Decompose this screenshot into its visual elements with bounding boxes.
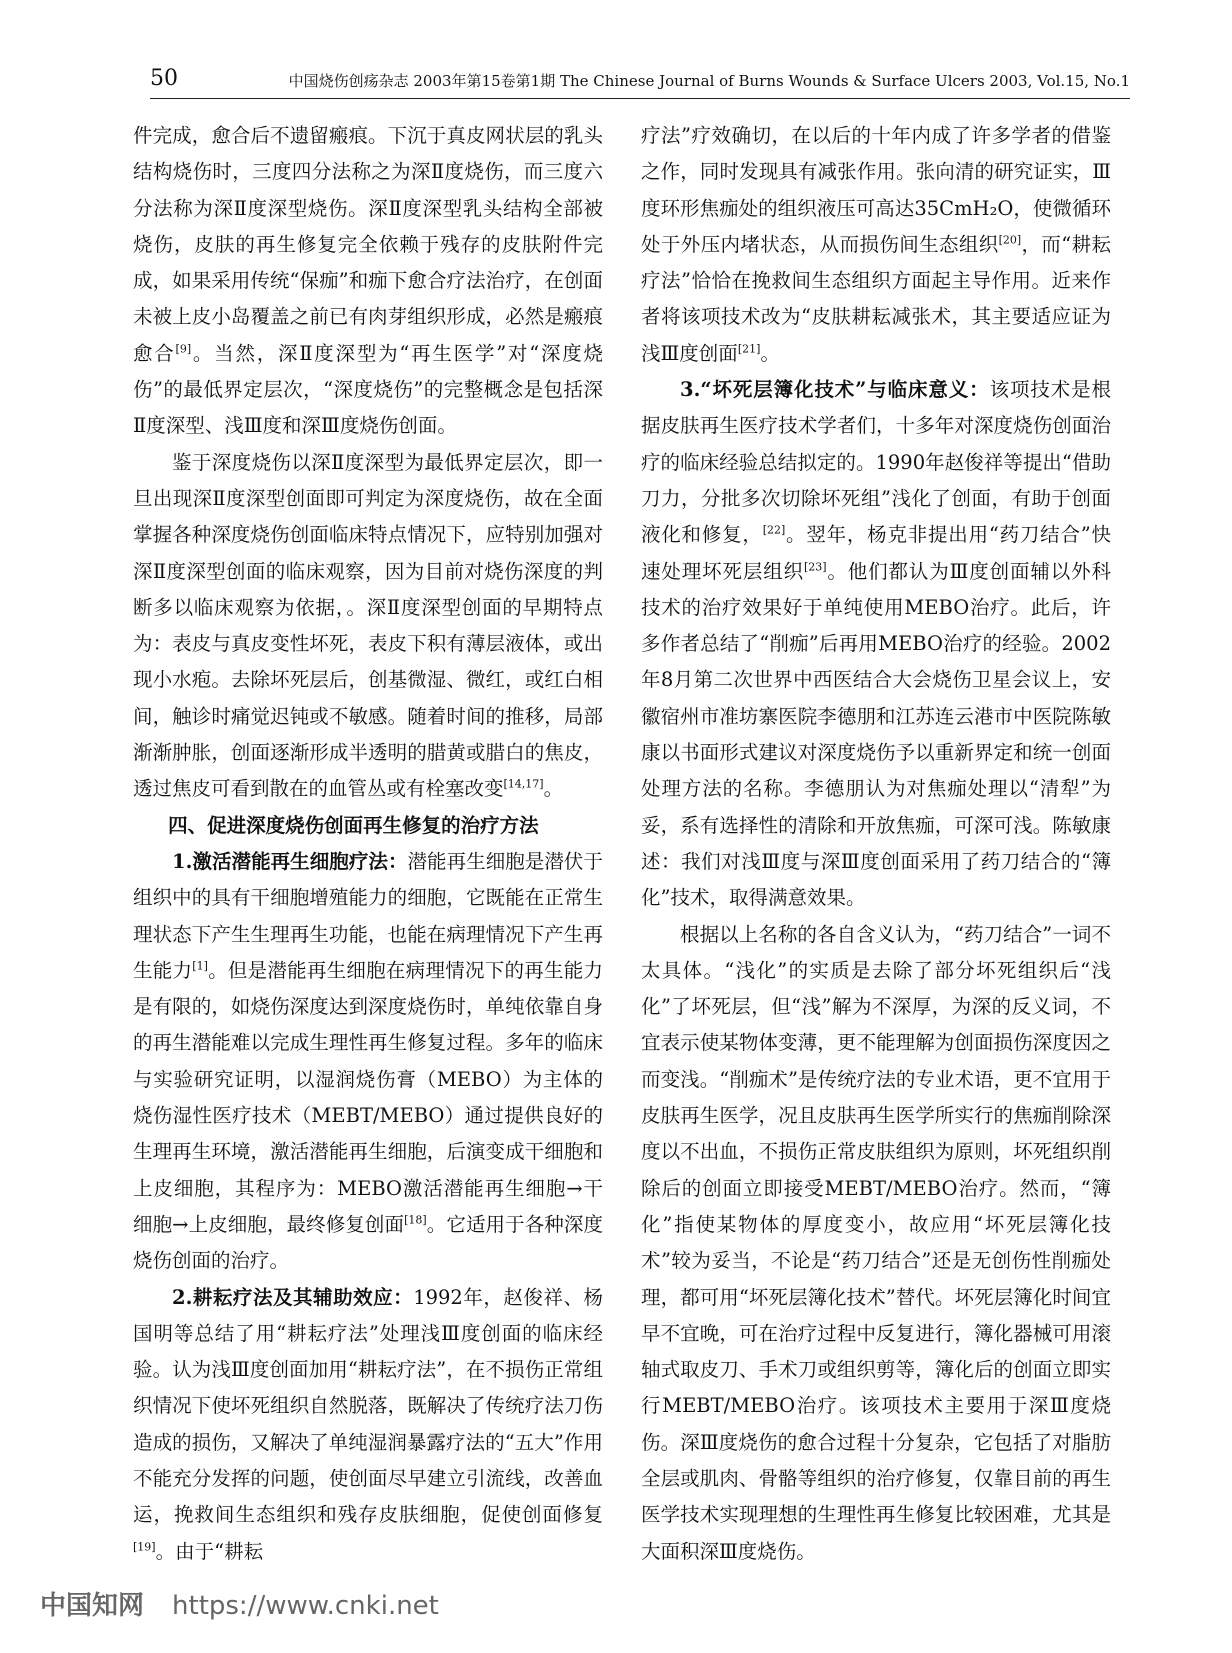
citation-ref: [21] (737, 342, 761, 356)
cnki-logo-text: 中国知网 (40, 1591, 145, 1621)
cnki-link[interactable]: https://www.cnki.net (172, 1591, 439, 1621)
citation-ref: [18] (404, 1213, 427, 1227)
citation-ref: [22] (762, 523, 786, 537)
paragraph: 疗法”疗效确切，在以后的十年内成了许多学者的借鉴之作，同时发现具有减张作用。张向清的研究证实，Ⅲ度环形焦痂处的组织液压可高达35CmH₂O，使微循环处于外压内堵状态，从而损伤间生态组织[20]，而“耕耘疗法”恰恰在挽救间生态组织方面起主导作用。近来作者将该项技术改为“皮肤耕耘减张术，其主要适应证为浅Ⅲ度创面[21]。 (641, 124, 1111, 365)
subsection-lead: 2.耕耘疗法及其辅助效应： (172, 1285, 414, 1309)
section-heading: 四、促进深度烧伤创面再生修复的治疗方法 (168, 813, 539, 837)
paragraph: 1.激活潜能再生细胞疗法：潜能再生细胞是潜伏于组织中的具有干细胞增殖能力的细胞，它既能在正常生理状态下产生生理再生功能，也能在病理情况下产生再生能力[1]。但是潜能再生细胞在病理情况下的再生能力是有限的，如烧伤深度达到深度烧伤时，单纯依靠自身的再生潜能难以完成生理性再生修复过程。多年的临床与实验研究证明，以湿润烧伤膏（MEBO）为主体的烧伤湿性医疗技术（MEBT/MEBO）通过提供良好的生理再生环境，激活潜能再生细胞，后演变成干细胞和上皮细胞，其程序为：MEBO激活潜能再生细胞→干细胞→上皮细胞，最终修复创面[18]。它适用于各种深度烧伤创面的治疗。 (133, 849, 603, 1273)
watermark-footer (40, 1585, 439, 1622)
running-header (150, 64, 1130, 99)
citation-ref: [1] (192, 959, 208, 973)
journal-citation: 中国烧伤创疡杂志 2003年第15卷第1期 The Chinese Journal of Burns Wounds & Surface Ulcers 2003, Vol.15, No.1 (288, 72, 1130, 90)
paragraph: 件完成，愈合后不遗留瘢痕。下沉于真皮网状层的乳头结构烧伤时，三度四分法称之为深Ⅱ度烧伤，而三度六分法称为深Ⅱ度深型烧伤。深Ⅱ度深型乳头结构全部被烧伤，皮肤的再生修复完全依赖于残存的皮肤附件完成，如果采用传统“保痂”和痂下愈合疗法治疗，在创面未被上皮小岛覆盖之前已有肉芽组织形成，必然是瘢痕愈合[9]。当然，深Ⅱ度深型为“再生医学”对“深度烧伤”的最低界定层次，“深度烧伤”的完整概念是包括深Ⅱ度深型、浅Ⅲ度和深Ⅲ度烧伤创面。 (133, 124, 603, 438)
paragraph: 2.耕耘疗法及其辅助效应：1992年，赵俊祥、杨国明等总结了用“耕耘疗法”处理浅Ⅲ度创面的临床经验。认为浅Ⅲ度创面加用“耕耘疗法”，在不损伤正常组织情况下使坏死组织自然脱落，既解决了传统疗法刀伤造成的损伤，又解决了单纯湿润暴露疗法的“五大”作用不能充分发挥的问题，使创面尽早建立引流线，改善血运，挽救间生态组织和残存皮肤细胞，促使创面修复[19]。由于“耕耘 (133, 1285, 603, 1563)
citation-ref: [20] (998, 233, 1022, 247)
paragraph: 鉴于深度烧伤以深Ⅱ度深型为最低界定层次，即一旦出现深Ⅱ度深型创面即可判定为深度烧伤，故在全面掌握各种深度烧伤创面临床特点情况下，应特别加强对深Ⅱ度深型创面的临床观察，因为目前对烧伤深度的判断多以临床观察为依据，。深Ⅱ度深型创面的早期特点为：表皮与真皮变性坏死，表皮下积有薄层液体，或出现小水疱。去除坏死层后，创基微湿、微红，或红白相间，触诊时痛觉迟钝或不敏感。随着时间的推移，局部渐渐肿胀，创面逐渐形成半透明的腊黄或腊白的焦皮，透过焦皮可看到散在的血管丛或有栓塞改变[14,17]。 (133, 450, 603, 801)
paragraph: 3.“坏死层簿化技术”与临床意义：该项技术是根据皮肤再生医疗技术学者们，十多年对深度烧伤创面治疗的临床经验总结拟定的。1990年赵俊祥等提出“借助刀力，分批多次切除坏死组”浅化了创面，有助于创面液化和修复，[22]。翌年，杨克非提出用“药刀结合”快速处理坏死层组织[23]。他们都认为Ⅲ度创面辅以外科技术的治疗效果好于单纯使用MEBO治疗。此后，许多作者总结了“削痂”后再用MEBO治疗的经验。2002年8月第二次世界中西医结合大会烧伤卫星会议上，安徽宿州市准坊寨医院李德朋和江苏连云港市中医院陈敏康以书面形式建议对深度烧伤予以重新界定和统一创面处理方法的名称。李德朋认为对焦痂处理以“清犁”为妥，系有选择性的清除和开放焦痂，可深可浅。陈敏康述：我们对浅Ⅲ度与深Ⅲ度创面采用了药刀结合的“簿化”技术，取得满意效果。 (641, 378, 1111, 910)
paragraph: 根据以上名称的各自含义认为，“药刀结合”一词不太具体。“浅化”的实质是去除了部分坏死组织后“浅化”了坏死层，但“浅”解为不深厚，为深的反义词，不宜表示使某物体变薄，更不能理解为创面损伤深度因之而变浅。“削痂术”是传统疗法的专业术语，更不宜用于皮肤再生医学，况且皮肤再生医学所实行的焦痂削除深度以不出血，不损伤正常皮肤组织为原则，坏死组织削除后的创面立即接受MEBT/MEBO治疗。然而，“簿化”指使某物体的厚度变小，故应用“坏死层簿化技术”较为妥当，不论是“药刀结合”还是无创伤性削痂处理，都可用“坏死层簿化技术”替代。坏死层簿化时间宜早不宜晚，可在治疗过程中反复进行，簿化器械可用滚轴式取皮刀、手术刀或组织剪等，簿化后的创面立即实行MEBT/MEBO治疗。该项技术主要用于深Ⅲ度烧伤。深Ⅲ度烧伤的愈合过程十分复杂，它包括了对脂肪全层或肌肉、骨骼等组织的治疗修复，仅靠目前的再生医学技术实现理想的生理性再生修复比较困难，尤其是大面积深Ⅲ度烧伤。 (641, 922, 1111, 1563)
subsection-lead: 3.“坏死层簿化技术”与临床意义： (680, 378, 990, 402)
page-number: 50 (150, 66, 178, 91)
citation-ref: [9] (175, 342, 192, 356)
left-column (133, 118, 603, 1570)
right-column (641, 118, 1111, 1570)
citation-ref: [23] (803, 560, 827, 574)
subsection-lead: 1.激活潜能再生细胞疗法： (172, 849, 408, 873)
citation-ref: [19] (133, 1540, 156, 1554)
citation-ref: [14,17] (503, 777, 544, 791)
